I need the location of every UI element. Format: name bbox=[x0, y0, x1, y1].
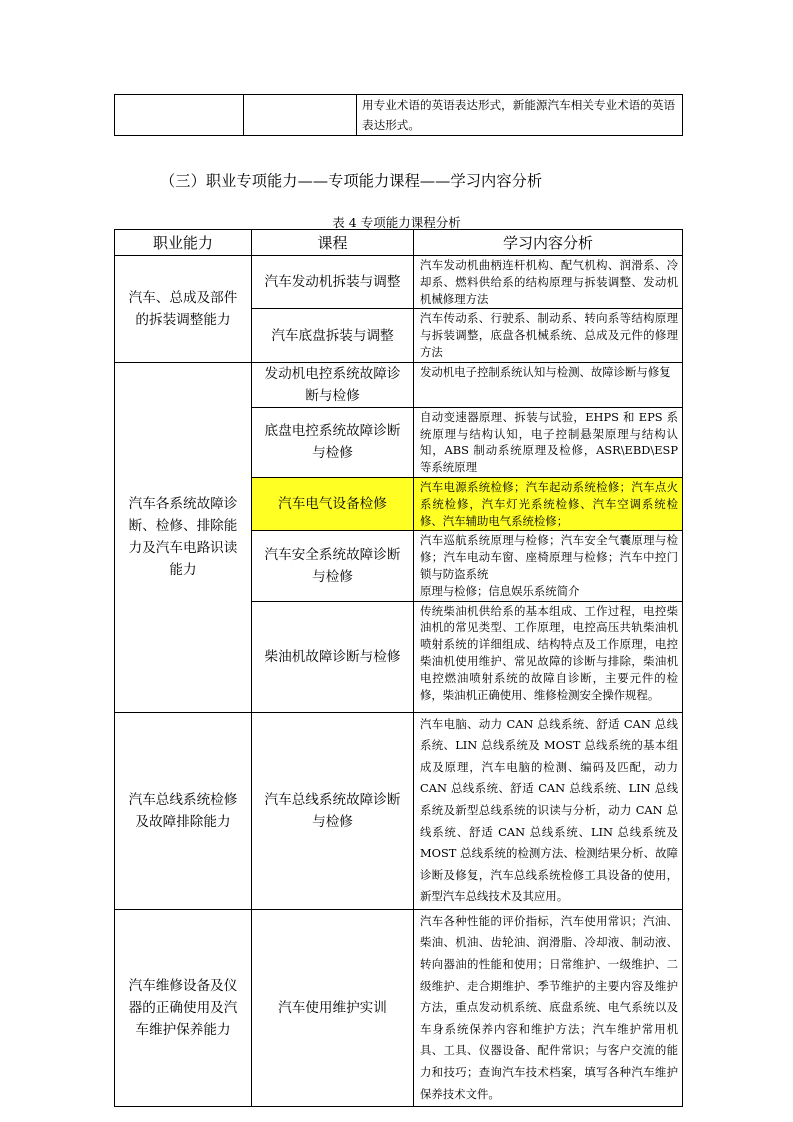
course-cell-highlighted: 汽车电气设备检修 bbox=[252, 477, 414, 530]
content-cell-highlighted: 汽车电源系统检修；汽车起动系统检修；汽车点火系统检修，汽车灯光系统检修、汽车空调系统检修、汽车辅助电气系统检修； bbox=[414, 477, 683, 530]
content-text: 汽车巡航系统原理与检修；汽车安全气囊原理与检修；汽车电动车窗、座椅原理与检修；汽车中控门锁与防盗系统 bbox=[420, 533, 678, 581]
course-cell: 汽车总线系统故障诊断与检修 bbox=[252, 712, 414, 909]
table-cell bbox=[244, 95, 357, 136]
content-cell: 发动机电子控制系统认知与检测、故障诊断与修复 bbox=[414, 362, 683, 407]
table-row bbox=[115, 256, 683, 309]
course-cell: 柴油机故障诊断与检修 bbox=[252, 601, 414, 712]
table-header-row bbox=[115, 230, 683, 256]
table-row bbox=[115, 712, 683, 909]
content-cell: 传统柴油机供给系的基本组成、工作过程，电控柴油机的常见类型、工作原理，电控高压共轨柴油机喷射系统的详细组成、结构特点及工作原理，电控柴油机使用维护、常见故障的诊断与排除，柴油机电控燃油喷射系统的故障自诊断，主要元件的检修，柴油机正确使用、维修检测安全操作规程。 bbox=[414, 601, 683, 712]
content-cell: 汽车各种性能的评价指标，汽车使用常识；汽油、柴油、机油、齿轮油、润滑脂、冷却液、制动液、转向器油的性能和使用；日常维护、一级维护、二级维护、走合期维护、季节维护的主要内容及维护方法，重点发动机系统、底盘系统、电气系统以及车身系统保养内容和维护方法；汽车维护常用机具、工具、仪器设备、配件常识；与客户交流的能力和技巧；查询汽车技术档案，填写各种汽车维护保养技术文件。 bbox=[414, 909, 683, 1106]
ability-cell: 汽车各系统故障诊断、检修、排除能力及汽车电路识读能力 bbox=[115, 362, 252, 712]
course-cell: 汽车安全系统故障诊断与检修 bbox=[252, 531, 414, 601]
course-cell: 汽车使用维护实训 bbox=[252, 909, 414, 1106]
content-cell: 汽车发动机曲柄连杆机构、配气机构、润滑系、冷却系、燃料供给系的结构原理与拆装调整、发动机机械修理方法 bbox=[414, 256, 683, 309]
table-row bbox=[115, 909, 683, 1106]
column-header-content: 学习内容分析 bbox=[414, 230, 683, 256]
ability-cell: 汽车维修设备及仪器的正确使用及汽车维护保养能力 bbox=[115, 909, 252, 1106]
section-heading: （三）职业专项能力——专项能力课程——学习内容分析 bbox=[160, 172, 543, 190]
continuation-table bbox=[114, 94, 683, 136]
table-cell bbox=[115, 95, 244, 136]
content-cell: 汽车电脑、动力 CAN 总线系统、舒适 CAN 总线系统、LIN 总线系统及 MOST 总线系统的基本组成及原理，汽车电脑的检测、编码及匹配，动力 CAN 总线系统、舒适 CAN 总线系统、LIN 总线系统及新型总线系统的识读与分析，动力 CAN 总线系统、舒适 CAN 总线系统、LIN 总线系统及 MOST 总线系统的检测方法、检测结果分析、故障诊断及修复，汽车总线系统检修工具设备的使用，新型汽车总线技术及其应用。 bbox=[414, 712, 683, 909]
course-cell: 底盘电控系统故障诊断与检修 bbox=[252, 407, 414, 477]
course-cell: 汽车底盘拆装与调整 bbox=[252, 309, 414, 362]
content-cell: 自动变速器原理、拆装与试验，EHPS 和 EPS 系统原理与结构认知，电子控制悬架原理与结构认知，ABS 制动系统原理及检修，ASR\EBD\ESP 等系统原理 bbox=[414, 407, 683, 477]
ability-cell: 汽车总线系统检修及故障排除能力 bbox=[115, 712, 252, 909]
content-text-line: 原理与检修；信息娱乐系统简介 bbox=[420, 583, 580, 598]
ability-cell: 汽车、总成及部件的拆装调整能力 bbox=[115, 256, 252, 363]
course-cell: 汽车发动机拆装与调整 bbox=[252, 256, 414, 309]
column-header-course: 课程 bbox=[252, 230, 414, 256]
course-analysis-table bbox=[114, 229, 683, 1107]
table-cell-content: 用专业术语的英语表达形式，新能源汽车相关专业术语的英语表达形式。 bbox=[357, 95, 683, 136]
table-row bbox=[115, 362, 683, 407]
content-cell bbox=[414, 531, 683, 601]
column-header-ability: 职业能力 bbox=[115, 230, 252, 256]
content-cell: 汽车传动系、行驶系、制动系、转向系等结构原理与拆装调整，底盘各机械系统、总成及元件的修理方法 bbox=[414, 309, 683, 362]
table-row bbox=[115, 95, 683, 136]
table-caption: 表 4 专项能力课程分析 bbox=[332, 215, 461, 230]
course-cell: 发动机电控系统故障诊断与检修 bbox=[252, 362, 414, 407]
